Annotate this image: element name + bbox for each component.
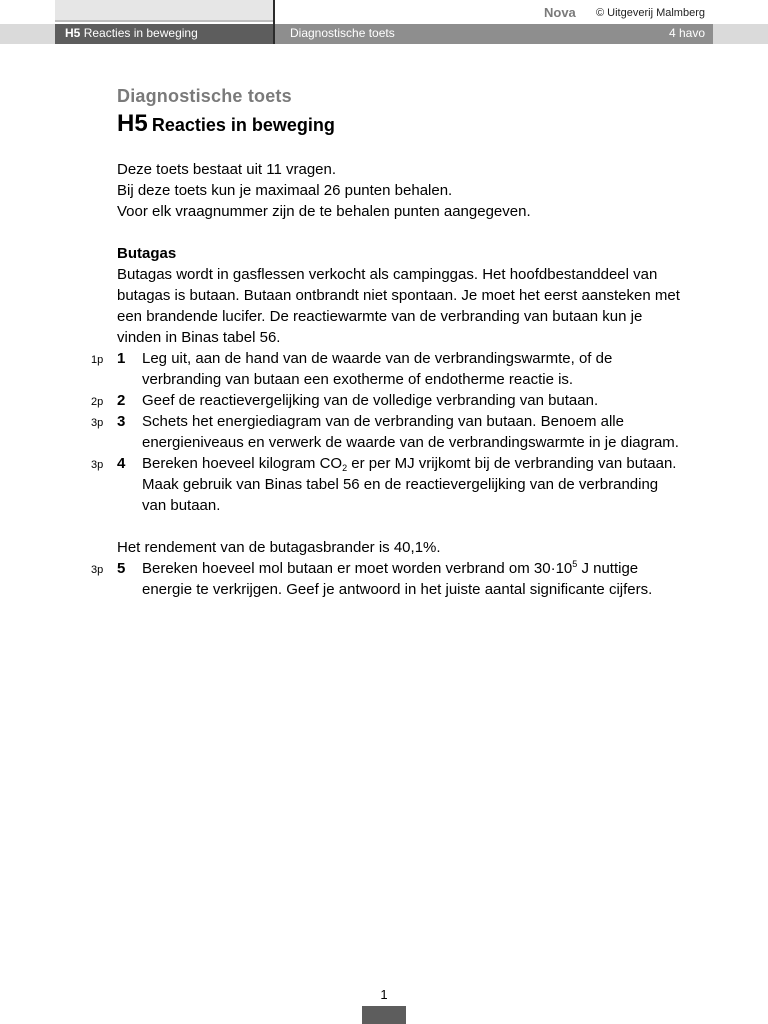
header-subject: Diagnostische toets [290, 26, 395, 40]
question-item [91, 348, 683, 390]
header-tab-top [55, 0, 273, 22]
question-number: 2 [117, 392, 126, 409]
question-number: 4 [117, 455, 126, 472]
question-text-part: Bereken hoeveel kilogram CO [142, 455, 343, 472]
efficiency-note: Het rendement van de butagasbrander is 40,1%. [117, 539, 441, 556]
header-chapter [55, 24, 273, 44]
question-number: 1 [117, 350, 126, 367]
question-number: 5 [117, 560, 126, 577]
header-chapter-code: H5 [65, 26, 81, 40]
question-item [91, 390, 683, 411]
question-item [91, 558, 683, 600]
question-text: Schets het energiediagram van de verbranding van butaan. Benoem alle energieniveaus en verwerk de waarde van de verbrandingswarmte in je diagram. [142, 413, 679, 451]
brand-name: Nova [544, 5, 576, 20]
document-supertitle: Diagnostische toets [117, 86, 292, 106]
question-text-part: J nuttige energie te verkrijgen. Geef je antwoord in het juiste aantal significante cijfers. [142, 560, 653, 598]
question-points: 1p [91, 354, 104, 366]
intro-line: Voor elk vraagnummer zijn de te behalen punten aangegeven. [117, 203, 531, 220]
question-text-part: er per MJ vrijkomt bij de verbranding van butaan. Maak gebruik van Binas tabel 56 en de reactievergelijking van de verbranding van butaan. [142, 455, 677, 514]
question-item [91, 411, 683, 453]
question-text [142, 455, 676, 514]
intro-line: Deze toets bestaat uit 11 vragen. [117, 161, 337, 178]
header-subject-bar [275, 24, 713, 44]
question-text-part: Bereken hoeveel mol butaan er moet worden verbrand om 30·10 [142, 560, 573, 577]
page-number-bar [362, 1006, 406, 1024]
document-title-name: Reacties in beweging [151, 115, 335, 135]
document-title [117, 110, 683, 141]
header-chapter-title: Reacties in beweging [83, 26, 198, 40]
question-text: Leg uit, aan de hand van de waarde van de verbrandingswarmte, of de verbranding van butaan een exotherme of endotherme reactie is. [142, 350, 613, 388]
question-text: Geef de reactievergelijking van de volledige verbranding van butaan. [142, 392, 599, 409]
intro-line: Bij deze toets kun je maximaal 26 punten behalen. [117, 182, 453, 199]
question-points: 3p [91, 417, 104, 429]
question-points: 3p [91, 459, 104, 471]
header-grade: 4 havo [668, 26, 705, 40]
question-text [142, 560, 652, 598]
document-title-code: H5 [117, 110, 148, 137]
question-points: 3p [91, 564, 104, 576]
section-intro: Butagas wordt in gasflessen verkocht als campinggas. Het hoofdbestanddeel van butagas is butaan. Butaan ontbrandt niet spontaan. Je moet het eerst aansteken met een brandende lucifer. De reactiewarmte van de verbranding van butaan kun je vinden in Binas tabel 56. [117, 266, 680, 346]
superscript: 5 [572, 559, 578, 569]
document-body [91, 84, 683, 600]
question-item [91, 453, 683, 516]
subscript: 2 [342, 463, 348, 473]
intro-block [117, 159, 683, 222]
page-number: 1 [380, 987, 388, 1002]
copyright-notice: © Uitgeverij Malmberg [596, 7, 705, 19]
question-number: 3 [117, 413, 126, 430]
question-points: 2p [91, 396, 104, 408]
section-heading: Butagas [117, 245, 177, 262]
